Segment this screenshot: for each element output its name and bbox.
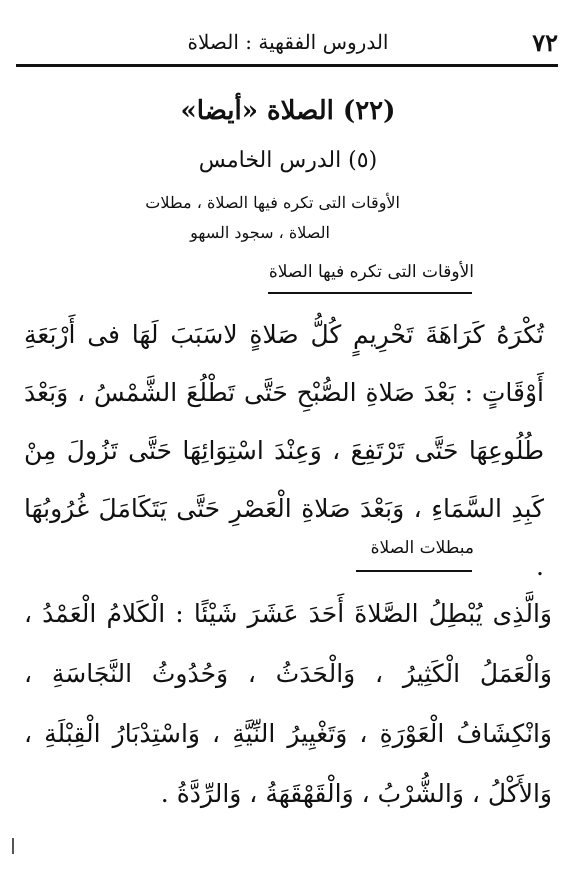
section-heading-underline [268, 292, 472, 294]
running-title: الدروس الفقهية : الصلاة [187, 30, 389, 54]
section-heading-underline [356, 570, 472, 572]
lesson-title: (٥) الدرس الخامس [198, 148, 378, 173]
lesson-topics [120, 188, 400, 248]
page-header [18, 22, 558, 62]
paragraph-disliked-times: تُكْرَهُ كَرَاهَةَ تَحْرِيمٍ كُلُّ صَلاةٍ لاسَبَبَ لَهَا فى أَرْبَعَةِ أَوْقَاتٍ : بَعْدَ صَلاةِ الصُّبْحِ حَتَّى تَطْلُعَ الشَّمْسُ ، وَبَعْدَ طُلُوعِهَا حَتَّى تَرْتَفِعَ ، وَعِنْدَ اسْتِوَائِهَا حَتَّى تَزُولَ مِنْ كَبِدِ السَّمَاءِ ، وَبَعْدَ صَلاةِ الْعَصْرِ حَتَّى يَتَكَامَلَ غُرُوبُهَا . [24, 320, 544, 581]
topics-line-2: الصلاة ، سجود السهو [190, 223, 330, 242]
scan-edge-mark [12, 838, 14, 854]
chapter-title: (٢٢) الصلاة «أيضا» [180, 96, 396, 126]
page-number: ٧٢ [532, 28, 558, 57]
header-rule [16, 64, 558, 67]
topics-line-1: الأوقات التى تكره فيها الصلاة ، مطلات [145, 193, 400, 212]
section-heading-invalidators: مبطلات الصلاة [370, 538, 474, 558]
paragraph-invalidators: وَالَّذِى يُبْطِلُ الصَّلاةَ أَحَدَ عَشَرَ شَيْئًا : الْكَلامُ الْعَمْدُ ، وَالْعَمَلُ الْكَثِيرُ ، وَالْحَدَثُ ، وَحُدُوثُ النَّجَاسَةِ ، وَانْكِشَافُ الْعَوْرَةِ ، وَتَغْيِيرُ النِّيَّةِ ، وَاسْتِدْبَارُ الْقِبْلَةِ ، وَالأَكْلُ ، وَالشُّرْبُ ، وَالْقَهْقَهَةُ ، وَالرِّدَّةُ . [24, 599, 552, 808]
section-heading-disliked-times: الأوقات التى تكره فيها الصلاة [268, 262, 474, 282]
